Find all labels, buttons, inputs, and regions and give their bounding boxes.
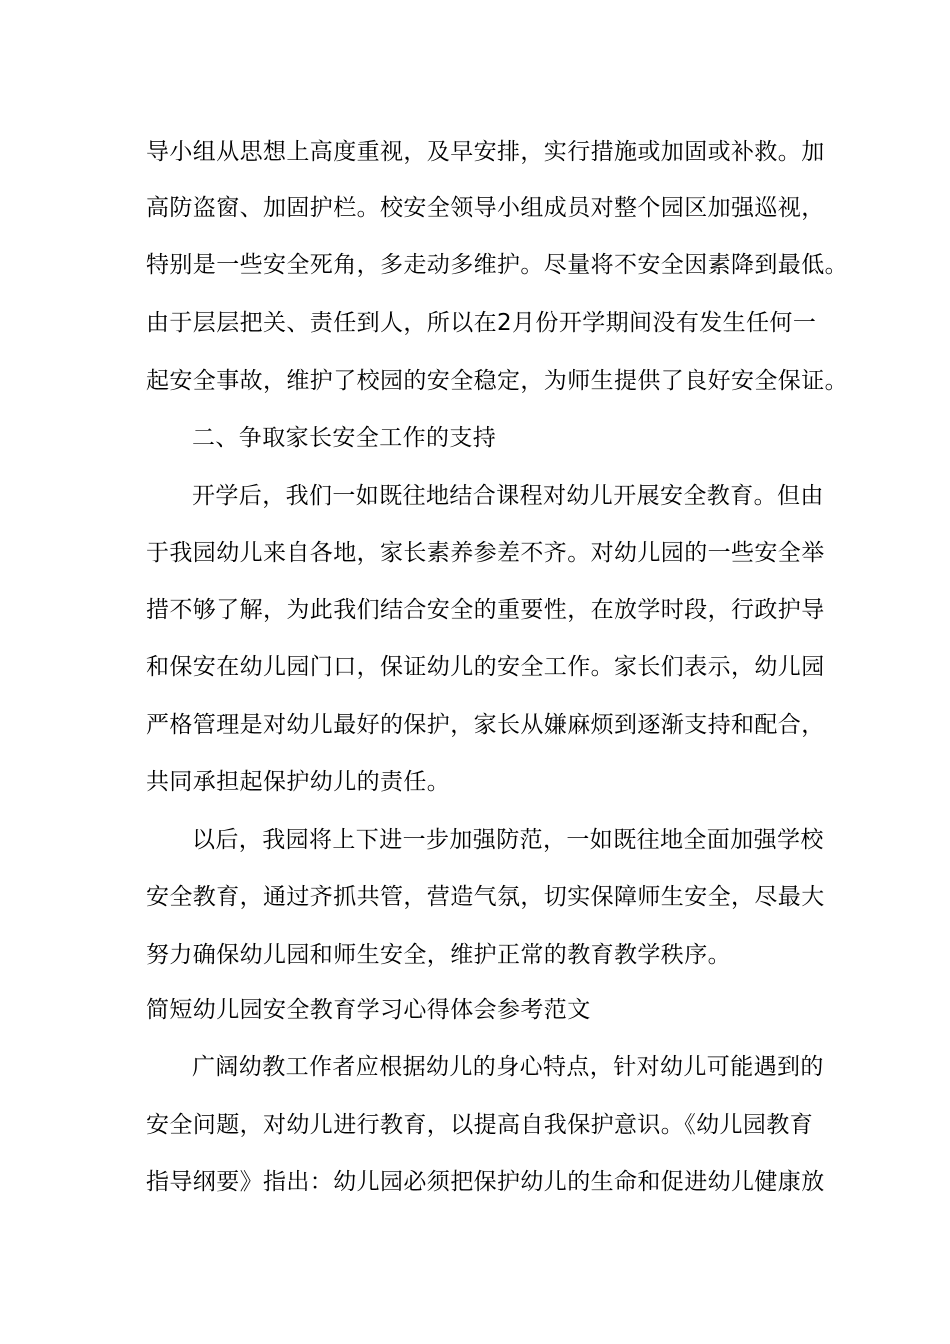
text-line: 严格管理是对幼儿最好的保护，家长从嫌麻烦到逐渐支持和配合， <box>146 712 825 738</box>
text-line: 高防盗窗、加固护栏。校安全领导小组成员对整个园区加强巡视， <box>146 195 825 221</box>
text-line: 广阔幼教工作者应根据幼儿的身心特点，针对幼儿可能遇到的 <box>192 1054 824 1080</box>
text-line: 措不够了解，为此我们结合安全的重要性，在放学时段，行政护导 <box>146 597 825 623</box>
text-line: 开学后，我们一如既往地结合课程对幼儿开展安全教育。但由 <box>192 483 824 509</box>
text-line: 和保安在幼儿园门口，保证幼儿的安全工作。家长们表示，幼儿园 <box>146 654 825 680</box>
text-line: 由于层层把关、责任到人，所以在2月份开学期间没有发生任何一 <box>146 310 817 336</box>
text-line: 努力确保幼儿园和师生安全，维护正常的教育教学秩序。 <box>146 942 731 968</box>
text-line: 于我园幼儿来自各地，家长素养参差不齐。对幼儿园的一些安全举 <box>146 540 825 566</box>
section-heading: 二、争取家长安全工作的支持 <box>192 425 497 451</box>
text-line: 起安全事故，维护了校园的安全稳定，为师生提供了良好安全保证。 <box>146 368 848 394</box>
text-line: 导小组从思想上高度重视，及早安排，实行措施或加固或补救。加 <box>146 139 825 165</box>
text-line: 指导纲要》指出：幼儿园必须把保护幼儿的生命和促进幼儿健康放 <box>146 1169 825 1195</box>
text-line: 共同承担起保护幼儿的责任。 <box>146 769 451 795</box>
text-line: 安全问题，对幼儿进行教育，以提高自我保护意识。《幼儿园教育 <box>146 1112 814 1138</box>
article-title: 简短幼儿园安全教育学习心得体会参考范文 <box>146 997 591 1023</box>
text-line: 以后，我园将上下进一步加强防范，一如既往地全面加强学校 <box>192 827 824 853</box>
text-line: 特别是一些安全死角，多走动多维护。尽量将不安全因素降到最低。 <box>146 252 848 278</box>
text-line: 安全教育，通过齐抓共管，营造气氛，切实保障师生安全，尽最大 <box>146 884 825 910</box>
